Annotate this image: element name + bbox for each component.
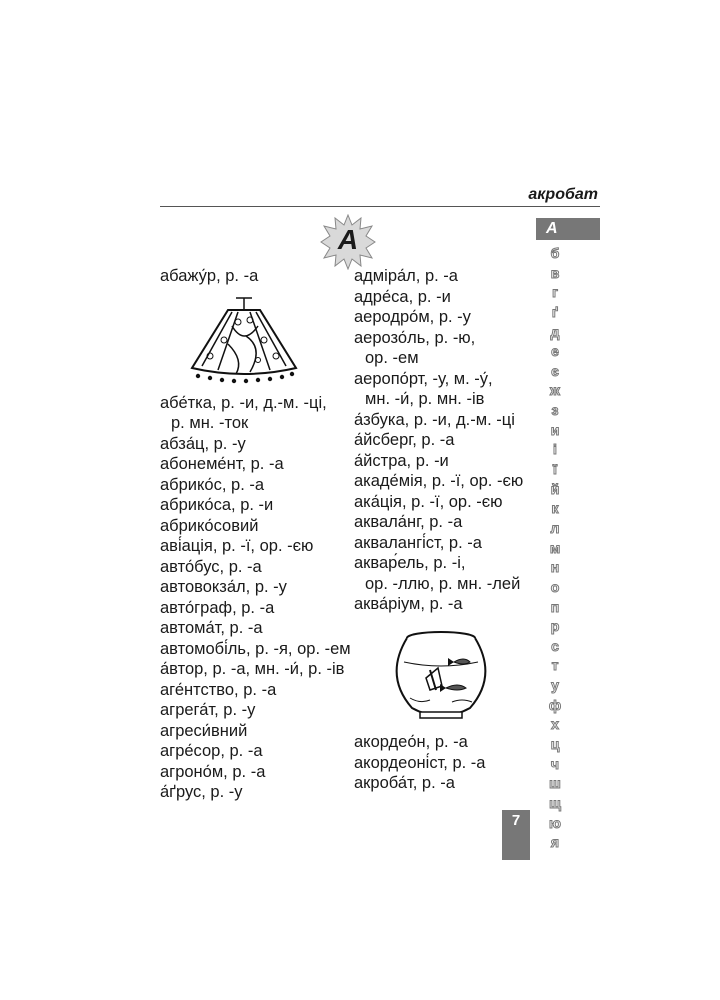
alphabet-tab-letter[interactable]: ш — [549, 775, 561, 792]
dictionary-entry: абрико́с, р. -а — [160, 475, 265, 494]
dictionary-entry: а́йстра, р. -и — [354, 451, 449, 470]
alphabet-tab-letter[interactable]: у — [551, 677, 559, 694]
dictionary-entry: абе́тка, р. -и, д.-м. -ці, — [160, 393, 327, 412]
alphabet-tab-letter[interactable]: о — [550, 578, 560, 595]
alphabet-tab-letter[interactable]: ж — [550, 382, 560, 399]
alphabet-tab-letter[interactable]: р — [550, 618, 560, 635]
alphabet-tab-letter[interactable]: г — [552, 284, 558, 301]
header-rule — [160, 206, 600, 207]
dictionary-entry: абрико́совий — [160, 516, 259, 535]
dictionary-entry: ака́ція, р. -ї, ор. -єю — [354, 492, 503, 511]
alphabet-tab-letter[interactable]: и — [550, 421, 560, 438]
alphabet-tab-letter[interactable]: х — [551, 716, 559, 733]
dictionary-entry: р. мн. -ток — [171, 414, 249, 432]
alphabet-tab-letter[interactable]: ч — [550, 755, 560, 772]
right-column-bottom — [354, 732, 534, 794]
dictionary-entry: акаде́мія, р. -ї, ор. -єю — [354, 472, 524, 490]
alphabet-tab-letter[interactable]: я — [550, 834, 560, 851]
dictionary-entry: адміра́л, р. -а — [354, 267, 458, 285]
dictionary-entry: аерозо́ль, р. -ю, — [354, 328, 476, 347]
running-head-word: акробат — [528, 186, 598, 203]
dictionary-entry: акордео́н, р. -а — [354, 733, 468, 751]
alphabet-tab-letter[interactable]: с — [551, 637, 559, 654]
alphabet-tab-letter[interactable]: ю — [549, 814, 561, 831]
dictionary-entry: аеропо́рт, -у, м. -у́, — [354, 369, 493, 388]
dictionary-entry: аеродро́м, р. -у — [354, 308, 471, 326]
dictionary-entry: аква́ріум, р. -а — [354, 595, 463, 613]
alphabet-tab-letter[interactable]: д — [550, 323, 560, 340]
dictionary-entry: мн. -и́, р. мн. -ів — [365, 390, 485, 408]
dictionary-entry: ор. -ллю, р. мн. -лей — [365, 574, 521, 593]
dictionary-entry: аквала́нг, р. -а — [354, 513, 463, 531]
dictionary-entry: абажу́р, р. -а — [160, 267, 259, 285]
dictionary-entry: агреси́вний — [160, 721, 248, 740]
dictionary-entry: ор. -ем — [365, 349, 419, 367]
dictionary-entry: а́втор, р. -а, мн. -и́, р. -ів — [160, 660, 345, 678]
dictionary-entry: аквалангі́ст, р. -а — [354, 533, 482, 552]
dictionary-entry: акордеоні́ст, р. -а — [354, 753, 486, 772]
alphabet-tab-letter[interactable]: е — [551, 343, 559, 360]
alphabet-tab-letter[interactable]: є — [551, 362, 559, 379]
alphabet-tab-letter[interactable]: ї — [553, 461, 557, 478]
dictionary-entry: агроно́м, р. -а — [160, 762, 266, 781]
dictionary-entry: авто́бус, р. -а — [160, 557, 262, 576]
dictionary-entry: автомобі́ль, р. -я, ор. -ем — [160, 639, 351, 658]
page-number: 7 — [511, 812, 521, 829]
section-letter: А — [337, 224, 359, 255]
alphabet-tab-letter[interactable]: з — [551, 402, 559, 419]
alphabet-tab-letter[interactable]: м — [549, 539, 561, 556]
alphabet-tab-active[interactable]: А — [536, 218, 600, 240]
alphabet-tab-letter[interactable]: ф — [548, 696, 562, 713]
dictionary-entry: а́ґрус, р. -у — [160, 783, 243, 801]
dictionary-entry: абза́ц, р. -у — [160, 434, 246, 453]
alphabet-tab-letter[interactable]: к — [551, 500, 559, 517]
dictionary-entry: аквар́ель, р. -і, — [354, 554, 466, 572]
dictionary-entry: абрико́са, р. -и — [160, 496, 274, 514]
alphabet-tab-letter[interactable]: ц — [550, 736, 560, 753]
dictionary-entry: автовокза́л, р. -у — [160, 578, 287, 596]
dictionary-entry: аге́нтство, р. -а — [160, 680, 277, 699]
alphabet-tab-letter[interactable]: н — [550, 559, 560, 576]
fishbowl-illustration — [390, 628, 492, 722]
lampshade-illustration — [188, 296, 300, 388]
dictionary-entry: а́йсберг, р. -а — [354, 431, 455, 449]
alphabet-index — [545, 244, 565, 853]
alphabet-tab-letter[interactable]: б — [550, 245, 560, 261]
alphabet-tab-letter[interactable]: п — [550, 598, 560, 615]
dictionary-entry: авто́граф, р. -а — [160, 598, 275, 617]
alphabet-tab-letter[interactable]: і — [553, 441, 557, 458]
alphabet-tab-letter[interactable]: т — [551, 657, 559, 674]
dictionary-entry: а́збука, р. -и, д.-м. -ці — [354, 410, 515, 429]
alphabet-tab-letter[interactable]: в — [550, 264, 560, 281]
alphabet-tab-letter[interactable]: щ — [549, 794, 561, 811]
dictionary-entry: агрега́т, р. -у — [160, 701, 256, 719]
dictionary-entry: акроба́т, р. -а — [354, 774, 455, 792]
alphabet-tab-letter[interactable]: л — [550, 519, 560, 536]
dictionary-entry: автома́т, р. -а — [160, 619, 263, 637]
dictionary-entry: адре́са, р. -и — [354, 287, 451, 306]
right-column-top — [354, 266, 534, 615]
dictionary-entry: абонеме́нт, р. -а — [160, 455, 284, 473]
dictionary-entry: агре́сор, р. -а — [160, 742, 263, 760]
dictionary-entry: аві́ація, р. -ї, ор. -єю — [160, 537, 314, 555]
alphabet-tab-letter[interactable]: й — [550, 480, 560, 497]
alphabet-tab-letter[interactable]: ґ — [551, 303, 559, 320]
